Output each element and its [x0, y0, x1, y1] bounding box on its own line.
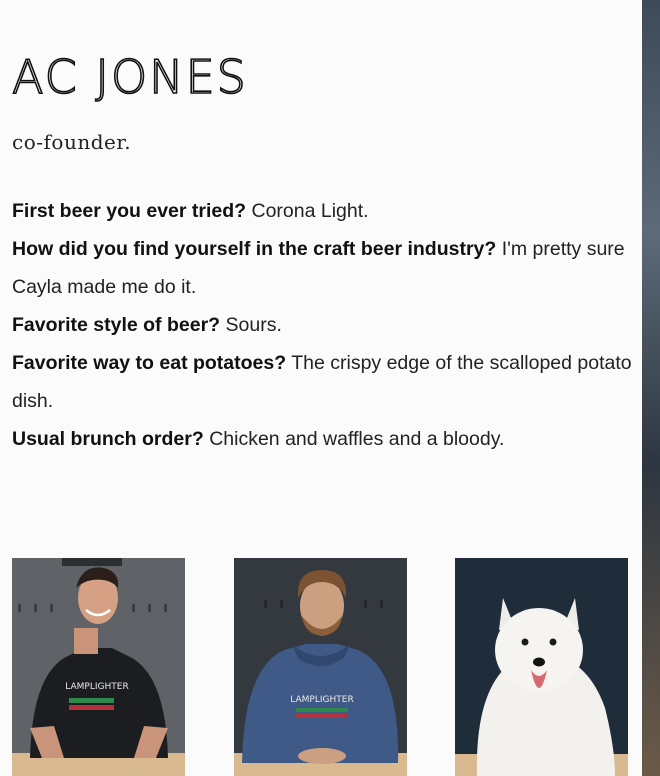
profile-role: co-founder. [12, 130, 132, 154]
qa-question: Favorite style of beer? [12, 314, 221, 336]
photo-gallery [12, 558, 630, 776]
qa-answer: I'm pretty sure Cayla made me do it. [12, 238, 625, 298]
qa-item [12, 192, 636, 230]
hoodie-text: LAMPLIGHTER [290, 695, 354, 705]
qa-item [12, 420, 636, 458]
qa-answer: Sours. [225, 314, 282, 336]
qa-question: First beer you ever tried? [12, 200, 247, 222]
qa-answer: Corona Light. [251, 200, 369, 222]
qa-question: Usual brunch order? [12, 428, 204, 450]
adjacent-photo-edge [642, 0, 660, 776]
profile-name: AC JONES [12, 50, 248, 104]
qa-item [12, 230, 636, 306]
qa-question: Favorite way to eat potatoes? [12, 352, 287, 374]
shirt-text: LAMPLIGHTER [65, 682, 129, 692]
qa-answer: The crispy edge of the scalloped potato dish. [12, 352, 632, 412]
qa-item [12, 306, 636, 344]
qa-question: How did you find yourself in the craft beer industry? [12, 238, 497, 260]
qa-list [12, 192, 636, 458]
photo-man-hoodie[interactable] [234, 558, 407, 776]
qa-answer: Chicken and waffles and a bloody. [209, 428, 505, 450]
qa-item [12, 344, 636, 420]
photo-man-tshirt[interactable] [12, 558, 185, 776]
photo-dog[interactable] [455, 558, 628, 776]
